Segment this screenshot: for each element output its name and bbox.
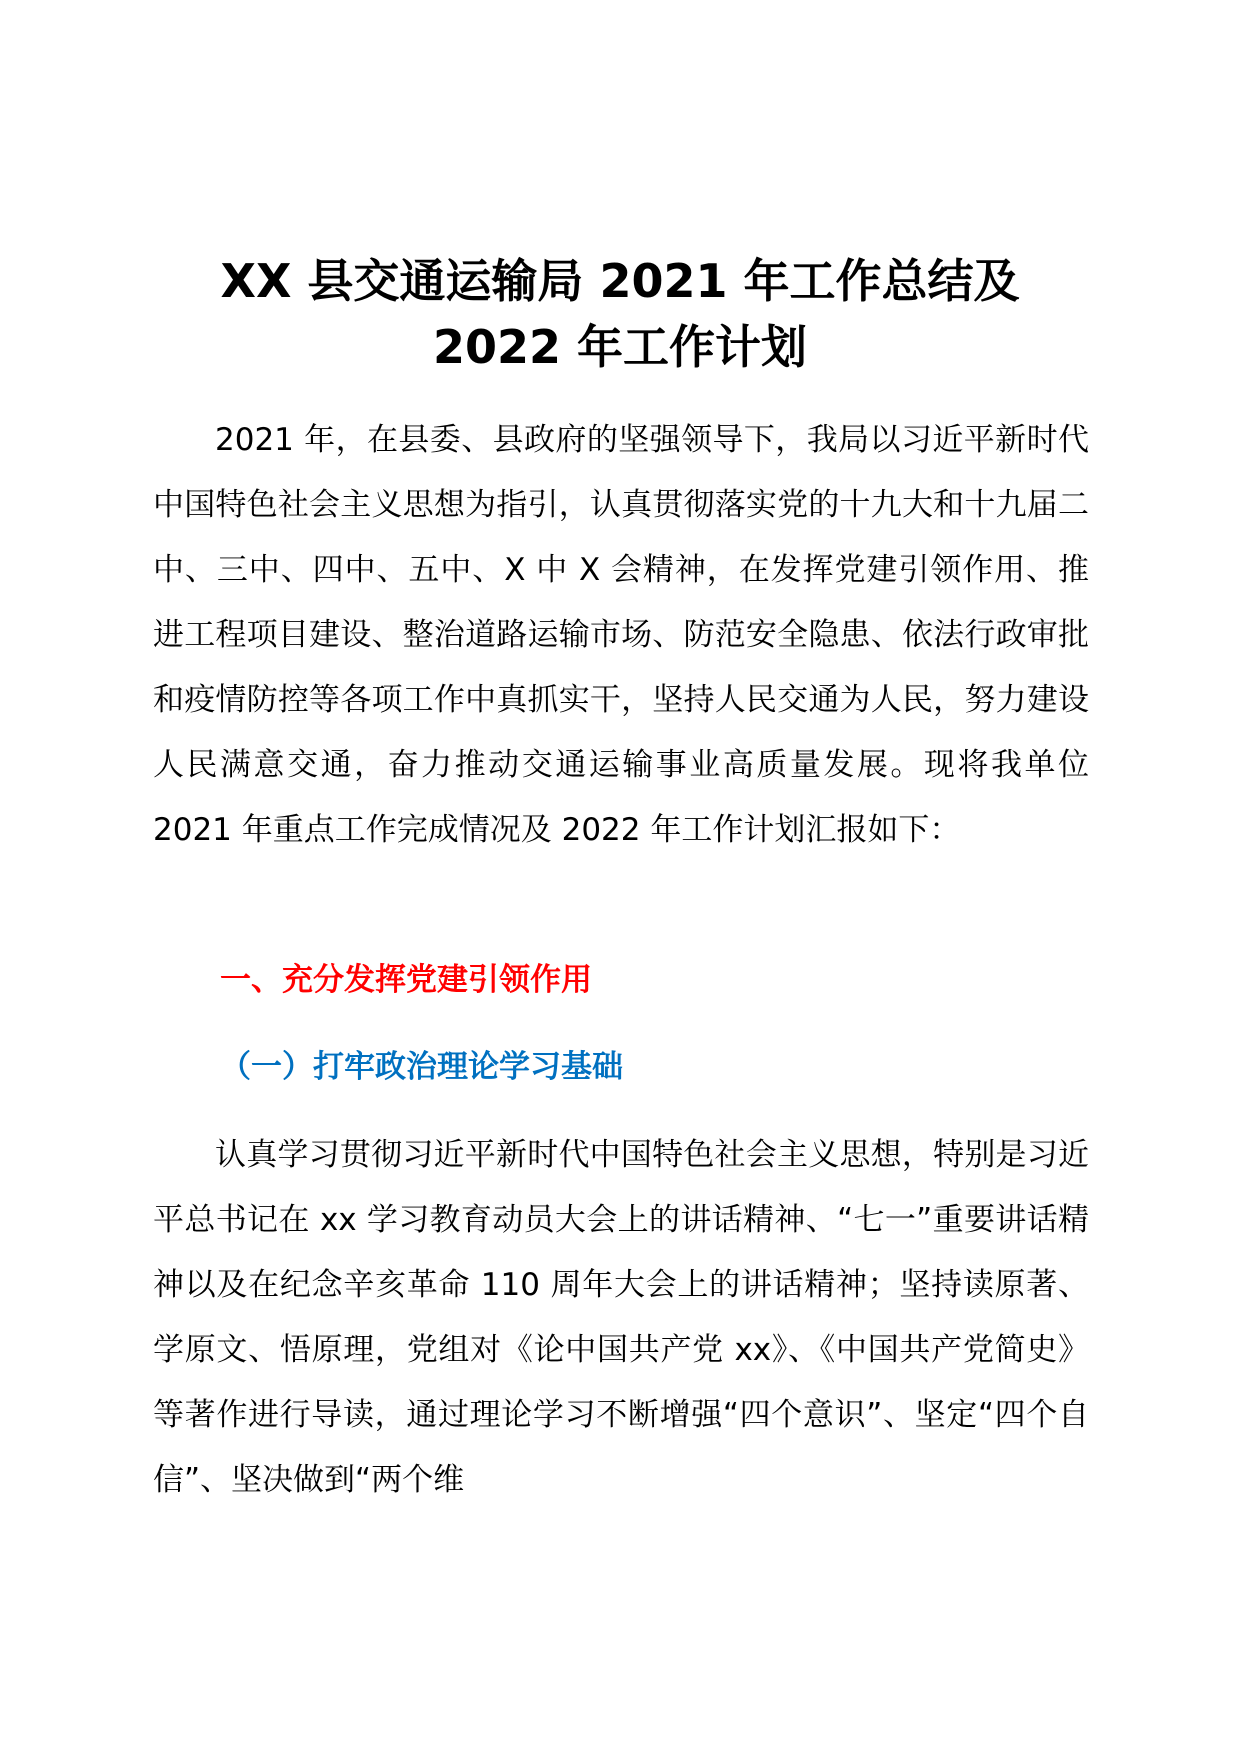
- intro-paragraph: 2021 年，在县委、县政府的坚强领导下，我局以习近平新时代中国特色社会主义思想为指引，认真贯彻落实党的十九大和十九届二中、三中、四中、五中、X 中 X 会精神，在发挥党建引领作用、推进工程项目建设、整治道路运输市场、防范安全隐患、依法行政审批和疫情防控等各项工作中真抓实干，坚持人民交通为人民，努力建设人民满意交通，奋力推动交通运输事业高质量发展。现将我单位 2021 年重点工作完成情况及 2022 年工作计划汇报如下：: [153, 422, 1089, 848]
- body-paragraph: 认真学习贯彻习近平新时代中国特色社会主义思想，特别是习近平总书记在 xx 学习教育动员大会上的讲话精神、“七一”重要讲话精神以及在纪念辛亥革命 110 周年大会上的讲话精神；坚持读原著、学原文、悟原理，党组对《论中国共产党 xx》、《中国共产党简史》等著作进行导读，通过理论学习不断增强“四个意识”、坚定“四个自信”、坚决做到“两个维: [153, 1137, 1089, 1498]
- subsection-heading: （一）打牢政治理论学习基础: [220, 1049, 623, 1085]
- document-title: XX 县交通运输局 2021 年工作总结及 2022 年工作计划: [220, 254, 1020, 374]
- section-heading: 一、充分发挥党建引领作用: [220, 962, 592, 998]
